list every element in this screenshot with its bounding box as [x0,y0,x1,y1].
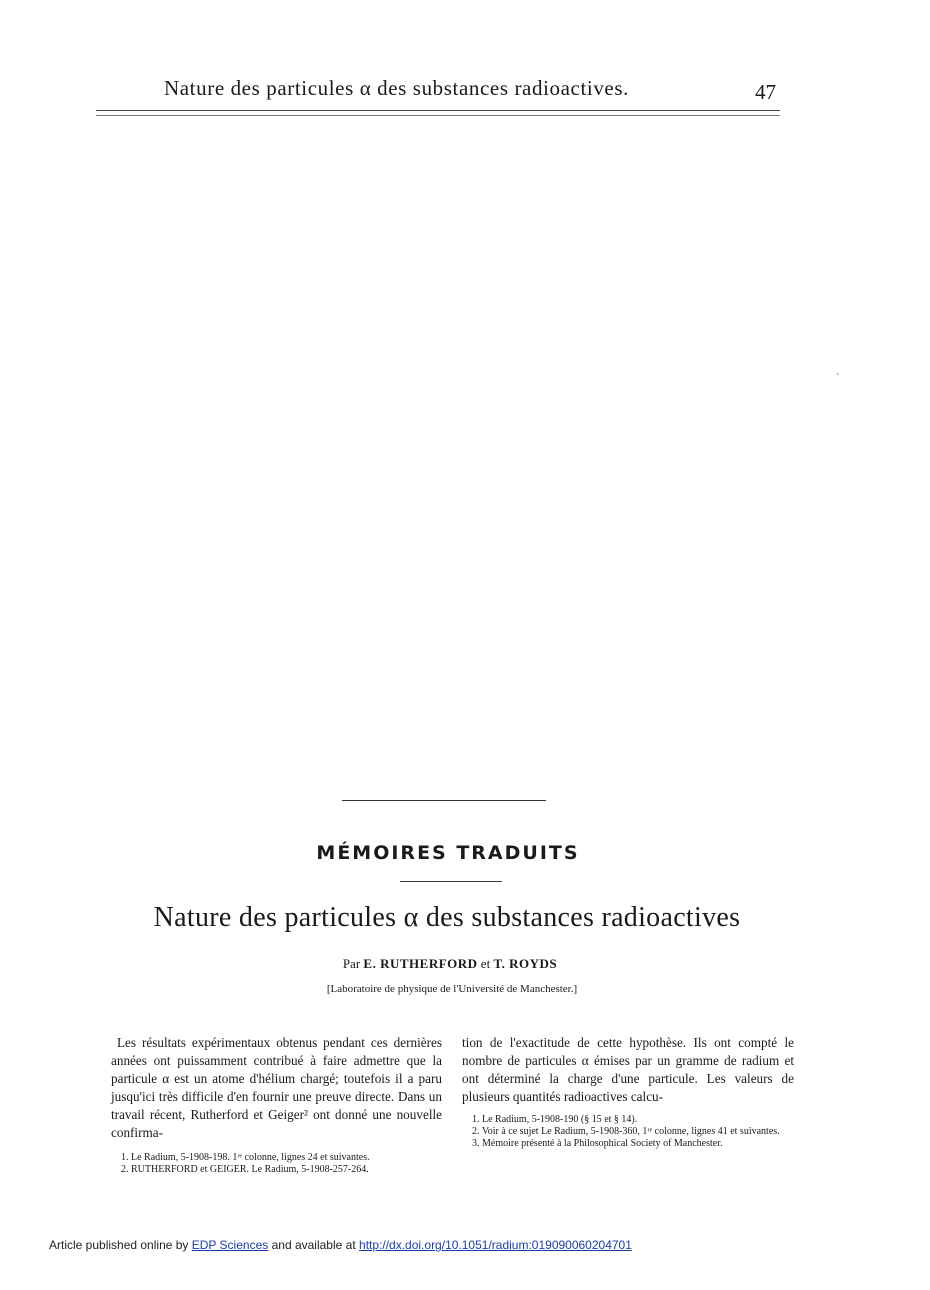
footnote: 3. Mémoire présenté à la Philosophical Society of Manchester. [472,1138,723,1149]
section-rule [342,800,546,801]
footer-middle: and available at [271,1238,356,1252]
footnote: 2. RUTHERFORD et GEIGER. Le Radium, 5-1908-257-264. [121,1164,369,1175]
running-title: Nature des particules α des substances radioactives. [164,76,629,100]
publication-footer [49,1238,632,1252]
footnote: 1. Le Radium, 5-1908-198. 1ʳᵉ colonne, lignes 24 et suivantes. [121,1152,370,1163]
section-rule-small [400,881,502,882]
running-head [96,74,780,104]
body-text-left-column: Les résultats expérimentaux obtenus pendant ces dernières années ont puissamment contribué à faire admettre que la particule α est un atome d'hélium chargé; toutefois il a paru jusqu'ici très difficile d'en fournir une preuve directe. Dans un travail récent, Rutherford et Geiger² ont donné une nouvelle confirma- [111,1035,442,1140]
footnotes-left [111,1152,442,1176]
byline-prefix: Par [342,956,361,971]
header-rule [96,110,780,111]
author-rutherford: E. RUTHERFORD [363,956,478,971]
footer-prefix: Article published online by [49,1238,189,1252]
author-royds: T. ROYDS [493,956,558,971]
section-heading: MÉMOIRES TRADUITS [316,842,580,864]
footnote: 1. Le Radium, 5-1908-190 (§ 15 et § 14). [472,1114,638,1125]
doi-link[interactable]: http://dx.doi.org/10.1051/radium:019090060204701 [359,1238,632,1252]
stray-mark: ` [836,373,840,384]
page-number: 47 [755,80,776,104]
publisher-link[interactable]: EDP Sciences [191,1238,269,1252]
affiliation: [Laboratoire de physique de l'Université de Manchester.] [326,983,578,995]
header-rule-secondary [96,115,780,116]
byline-and: et [480,956,491,971]
article-title: Nature des particules α des substances radioactives [153,902,741,933]
body-text-right-column: tion de l'exactitude de cette hypothèse. Ils ont compté le nombre de particules α émises par un gramme de radium et ont déterminé la charge d'une particule. Les valeurs de plusieurs quantités radioactives calcu- [462,1035,794,1104]
byline [0,956,900,972]
footnotes-right [462,1114,794,1150]
footnote: 2. Voir à ce sujet Le Radium, 5-1908-360, 1ʳᵉ colonne, lignes 41 et suivantes. [472,1126,780,1137]
